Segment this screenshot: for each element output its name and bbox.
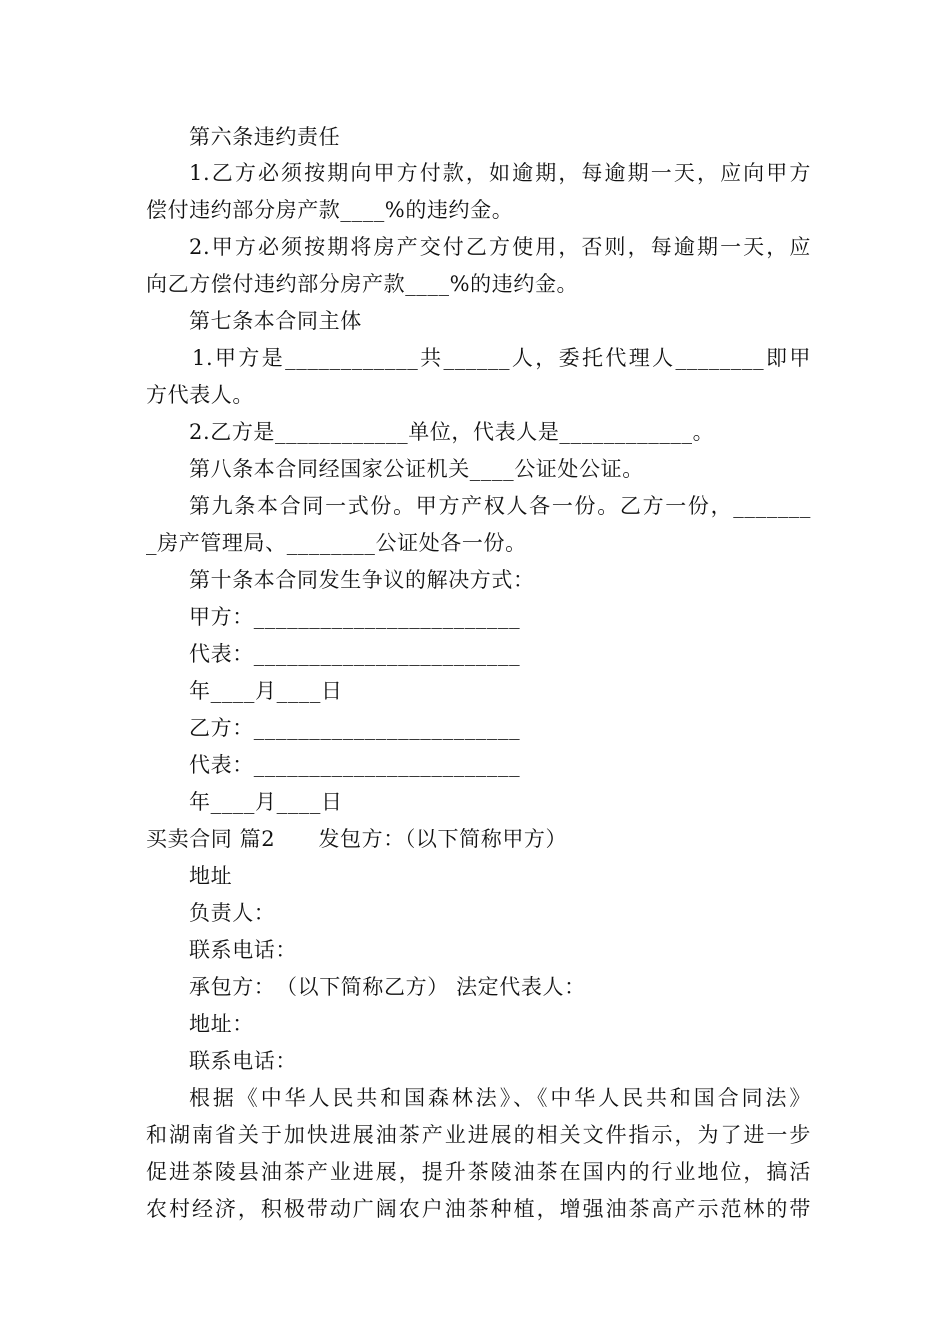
article-6-clause-1-line-2: 偿付违约部分房产款____%的违约金。	[146, 198, 514, 222]
article-6-clause-2-line-2: 向乙方偿付违约部分房产款____%的违约金。	[146, 272, 579, 296]
party-b-signature: 乙方：________________________	[189, 716, 521, 740]
article-7-clause-1-line-1: 1.甲方是____________共______人，委托代理人________即甲	[192, 346, 811, 370]
contractor-address: 地址：	[189, 1012, 254, 1036]
article-7-clause-1-line-2: 方代表人。	[146, 383, 254, 407]
body-paragraph-line-2: 和湖南省关于加快进展油茶产业进展的相关文件指示，为了进一步	[146, 1123, 811, 1147]
contract-2-heading: 买卖合同 篇2 发包方：（以下简称甲方）	[146, 827, 568, 851]
employer-phone: 联系电话：	[189, 938, 297, 962]
party-b-date: 年____月____日	[189, 790, 343, 814]
body-paragraph-line-4: 农村经济，积极带动广阔农户油茶种植，增强油茶高产示范林的带	[146, 1197, 811, 1221]
contractor-phone: 联系电话：	[189, 1049, 297, 1073]
article-9-line-2: _房产管理局、________公证处各一份。	[146, 531, 527, 555]
employer-address: 地址	[189, 864, 233, 888]
article-7-clause-2: 2.乙方是____________单位，代表人是____________。	[189, 420, 715, 444]
body-paragraph-line-3: 促进茶陵县油茶产业进展，提升茶陵油茶在国内的行业地位，搞活	[146, 1160, 811, 1184]
party-a-signature: 甲方：________________________	[189, 605, 521, 629]
article-9-line-1: 第九条本合同一式份。甲方产权人各一份。乙方一份，_______	[189, 494, 811, 518]
party-a-representative: 代表：________________________	[189, 642, 521, 666]
article-10: 第十条本合同发生争议的解决方式：	[189, 568, 535, 592]
article-6-clause-1-line-1: 1.乙方必须按期向甲方付款，如逾期，每逾期一天，应向甲方	[189, 161, 811, 185]
article-6-heading: 第六条违约责任	[189, 125, 341, 149]
article-6-clause-2-line-1: 2.甲方必须按期将房产交付乙方使用，否则，每逾期一天，应	[189, 235, 811, 259]
article-7-heading: 第七条本合同主体	[189, 309, 362, 333]
party-a-date: 年____月____日	[189, 679, 343, 703]
employer-person-in-charge: 负责人：	[189, 901, 276, 925]
party-b-representative: 代表：________________________	[189, 753, 521, 777]
article-8: 第八条本合同经国家公证机关____公证处公证。	[189, 457, 644, 481]
body-paragraph-line-1: 根据《中华人民共和国森林法》、《中华人民共和国合同法》	[189, 1086, 811, 1110]
contractor-heading: 承包方： （以下简称乙方） 法定代表人：	[189, 975, 586, 999]
